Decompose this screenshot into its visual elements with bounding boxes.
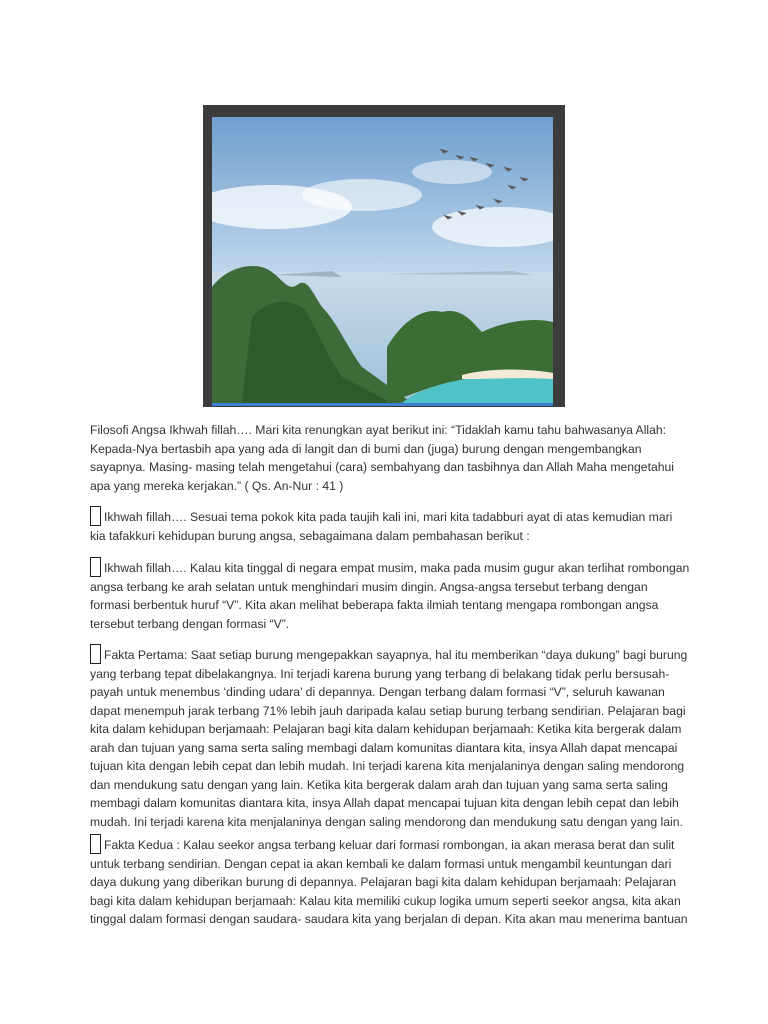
paragraph-text: Filosofi Angsa Ikhwah fillah…. Mari kita renungkan ayat berikut ini: “Tidaklah kamu tahu bahwasanya Allah: Kepada-Nya bertasbih apa yang ada di langit dan di bumi dan (juga) burung dengan mengembangkan sayapnya. Masing- masing telah mengetahui (cara) sembahyang dan tasbihnya dan Allah Maha mengetahui apa yang mereka kerjakan.” ( Qs. An-Nur : 41 ) [90, 423, 675, 493]
missing-glyph-box [90, 557, 101, 577]
paragraph-text: Ikhwah fillah…. Sesuai tema pokok kita pada taujih kali ini, mari kita tadabburi ayat di atas kemudian mari kia tafakkuri kehidupan burung angsa, sebagaimana dalam pembahasan berikut : [90, 510, 673, 543]
paragraph-intro [90, 421, 690, 495]
paragraph-text: Fakta Kedua : Kalau seekor angsa terbang keluar dari formasi rombongan, ia akan merasa berat dan sulit untuk terbang sendirian. Dengan cepat ia akan kembali ke dalam formasi untuk mengambil keuntungan dari daya dukung yang diberikan burung di depannya. Pelajaran bagi kita dalam kehidupan berjamaah: Pelajaran bagi kita dalam kehidupan berjamaah: Kalau kita memiliki cukup logika umum seperti seekor angsa, kita akan tinggal dalam formasi dengan saudara- saudara kita yang berjalan di depan. Kita akan mau menerima bantuan [90, 838, 688, 926]
photo-bottom-border [212, 403, 553, 406]
missing-glyph-box [90, 644, 101, 664]
paragraph-text: Ikhwah fillah…. Kalau kita tinggal di negara empat musim, maka pada musim gugur akan terlihat rombongan angsa terbang ke arah selatan untuk menghindari musim dingin. Angsa-angsa tersebut terbang dengan formasi berbentuk huruf “V”. Kita akan melihat beberapa fakta ilmiah tentang mengapa rombongan angsa tersebut terbang dengan formasi “V”. [90, 561, 690, 631]
paragraph-2 [90, 506, 690, 545]
photo-frame [203, 105, 565, 407]
paragraph-4 [90, 644, 690, 831]
landscape-photo [212, 117, 553, 403]
missing-glyph-box [90, 506, 101, 526]
missing-glyph-box [90, 834, 101, 854]
paragraph-3 [90, 557, 690, 633]
landscape-with-geese-icon [212, 117, 553, 403]
paragraph-5 [90, 834, 690, 929]
paragraph-text: Fakta Pertama: Saat setiap burung mengepakkan sayapnya, hal itu memberikan “daya dukung” bagi burung yang terbang tepat dibelakangnya. Ini terjadi karena burung yang terbang di belakang tidak perlu bersusah-payah untuk menembus ‘dinding udara’ di depannya. Dengan terbang dalam formasi “V”, seluruh kawanan dapat menempuh jarak terbang 71% lebih jauh daripada kalau setiap burung terbang sendirian. Pelajaran bagi kita dalam kehidupan berjamaah: Pelajaran bagi kita dalam kehidupan berjamaah: Ketika kita bergerak dalam arah dan tujuan yang sama serta saling membagi dalam komunitas diantara kita, insya Allah dapat mencapai tujuan kita dengan lebih cepat dan lebih mudah. Ini terjadi karena kita menjalaninya dengan saling mendorong dan mendukung satu dengan yang lain. Ketika kita bergerak dalam arah dan tujuan yang sama serta saling membagi dalam komunitas diantara kita, insya Allah dapat mencapai tujuan kita dengan lebih cepat dan lebih mudah. Ini terjadi karena kita menjalaninya dengan saling mendorong dan mendukung satu dengan yang lain. [90, 648, 688, 829]
